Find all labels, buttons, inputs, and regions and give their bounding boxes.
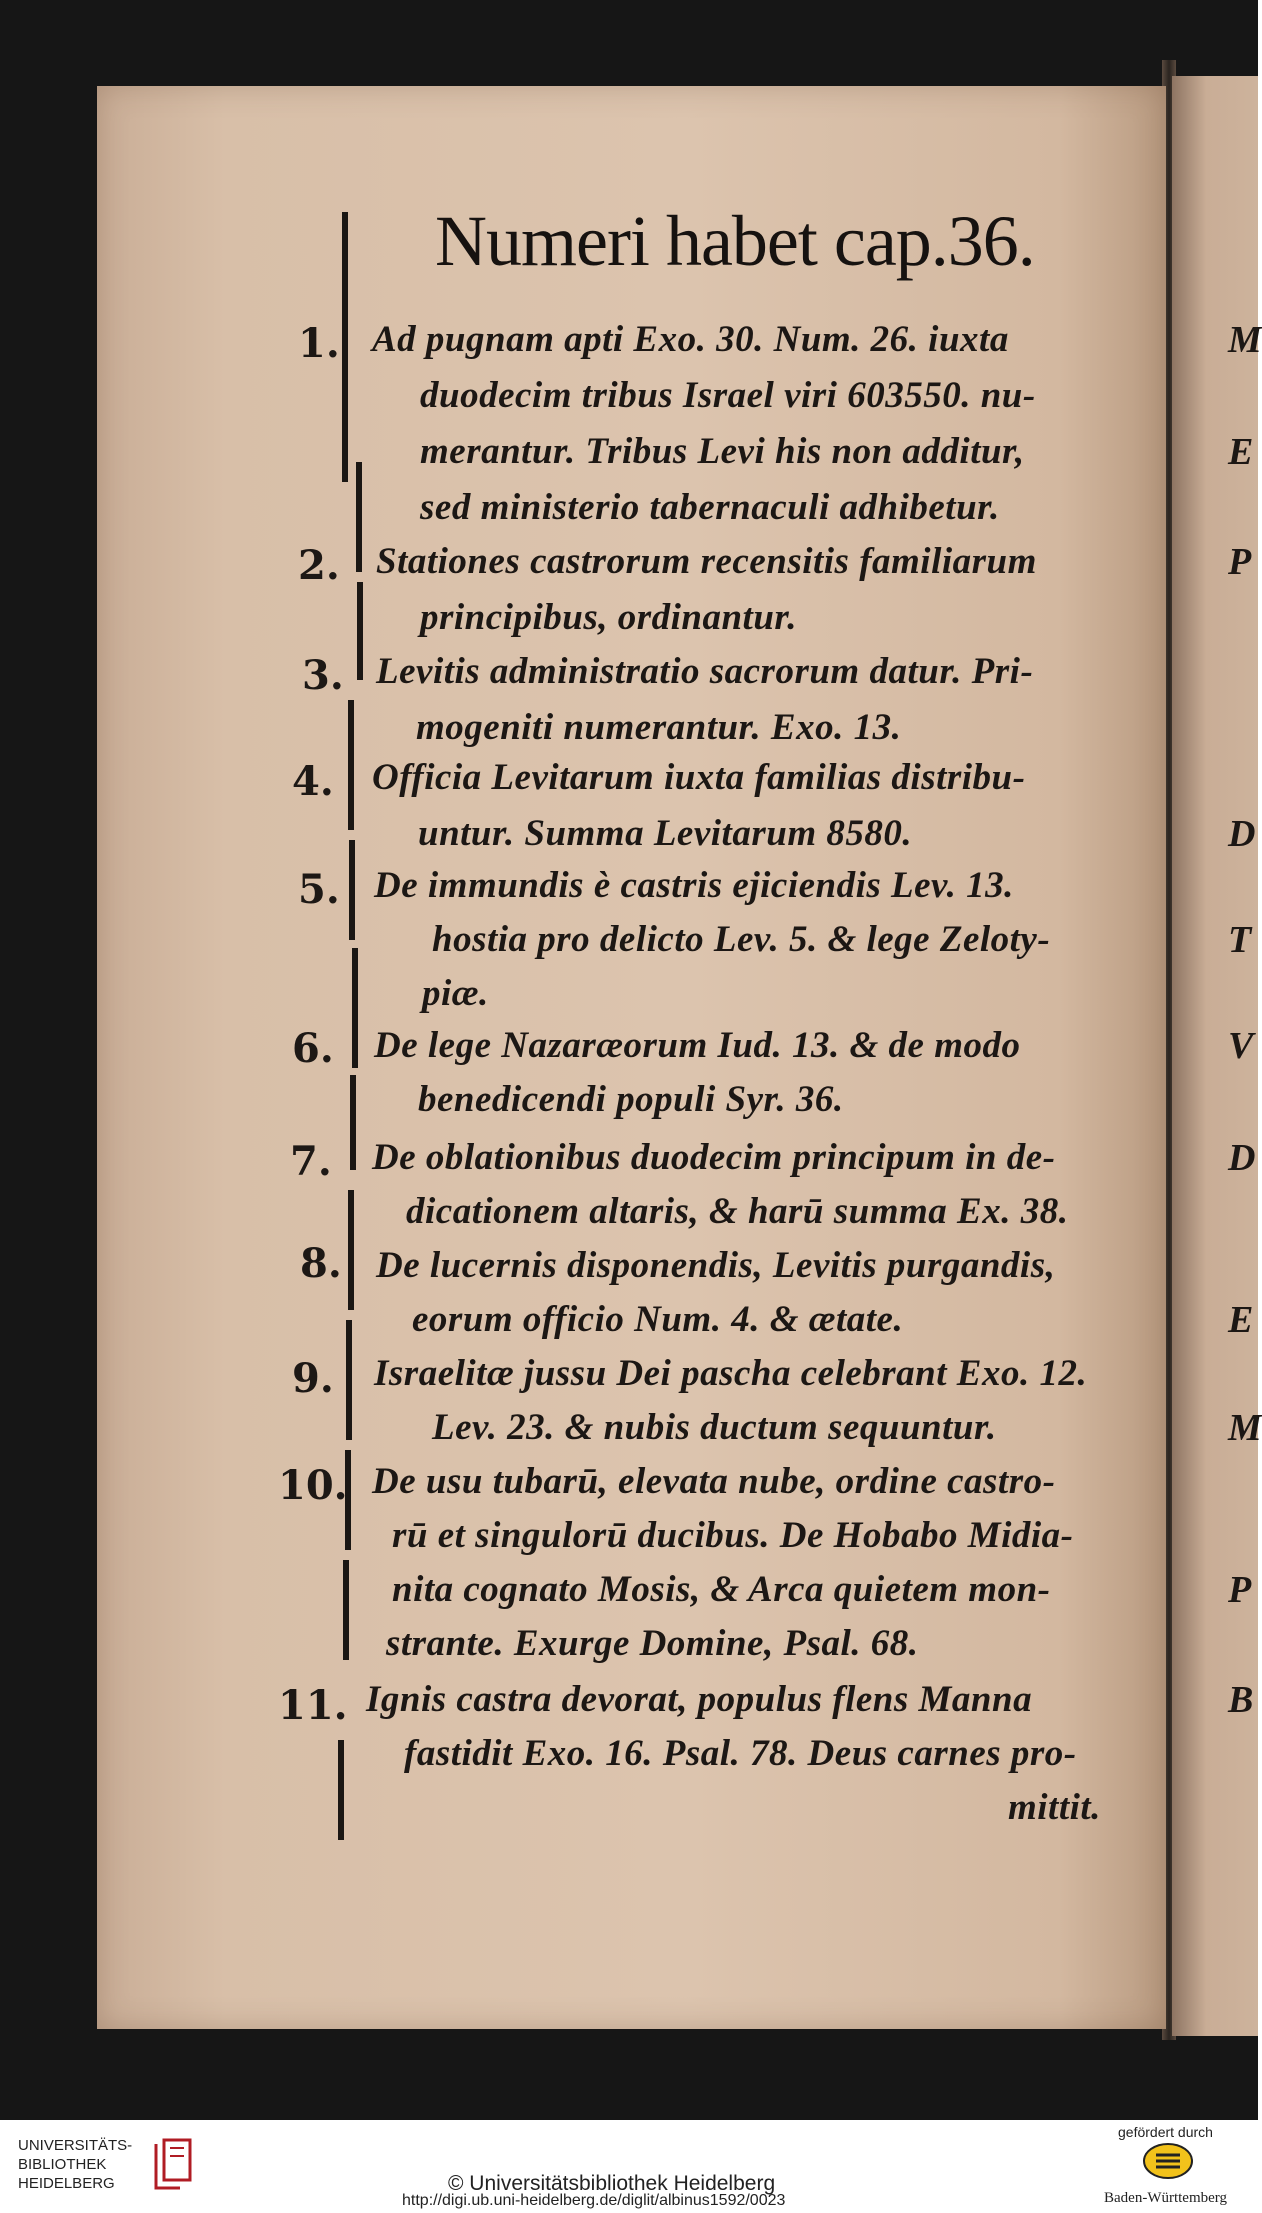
entry-line: rū et singulorū ducibus. De Hobabo Midia-: [392, 1515, 1074, 1556]
state-crest-icon: [1142, 2142, 1194, 2180]
copyright-notice: © Universitätsbibliothek Heidelberg: [448, 2172, 776, 2195]
margin-rule: [356, 462, 362, 572]
library-logo-icon: [150, 2136, 200, 2194]
entry-line: Officia Levitarum iuxta familias distribu-: [372, 757, 1026, 798]
margin-rule: [348, 1190, 354, 1310]
margin-rule: [348, 700, 354, 830]
entry-number: 7.: [290, 1138, 332, 1185]
facing-page-letter: P: [1228, 541, 1252, 583]
facing-page-letter: D: [1228, 813, 1256, 855]
margin-rule: [338, 1740, 344, 1840]
source-url[interactable]: http://digi.ub.uni-heidelberg.de/diglit/albinus1592/0023: [402, 2192, 786, 2209]
entry-line: mittit.: [1008, 1787, 1101, 1828]
entry-line: sed ministerio tabernaculi adhibetur.: [420, 487, 1000, 528]
entry-line: duodecim tribus Israel viri 603550. nu-: [420, 375, 1036, 416]
entry-line: dicationem altaris, & harū summa Ex. 38.: [406, 1191, 1069, 1232]
margin-rule: [342, 212, 348, 482]
entry-number: 10.: [278, 1462, 348, 1509]
facing-page-letter: T: [1228, 919, 1252, 961]
entry-line: De immundis è castris ejiciendis Lev. 13.: [374, 865, 1014, 906]
entry-number: 11.: [278, 1682, 348, 1729]
library-name-line: UNIVERSITÄTS-: [18, 2137, 133, 2154]
library-name-line: HEIDELBERG: [18, 2175, 115, 2192]
entry-line: eorum officio Num. 4. & ætate.: [412, 1299, 904, 1340]
entry-line: De usu tubarū, elevata nube, ordine castro-: [372, 1461, 1056, 1502]
entry-line: Levitis administratio sacrorum datur. Pri-: [376, 651, 1034, 692]
entry-number: 3.: [302, 652, 344, 699]
entry-line: strante. Exurge Domine, Psal. 68.: [386, 1623, 919, 1664]
facing-page-letter: E: [1228, 431, 1254, 473]
margin-rule: [357, 582, 363, 680]
entry-number: 1.: [298, 320, 340, 367]
entry-number: 4.: [292, 758, 334, 805]
entry-line: fastidit Exo. 16. Psal. 78. Deus carnes pro-: [404, 1733, 1077, 1774]
entry-line: mogeniti numerantur. Exo. 13.: [416, 707, 902, 748]
entry-line: merantur. Tribus Levi his non additur,: [420, 431, 1025, 472]
entry-number: 9.: [292, 1355, 334, 1402]
entry-line: Stationes castrorum recensitis familiarum: [376, 541, 1037, 582]
entry-line: principibus, ordinantur.: [420, 597, 798, 638]
facing-page-letter: M: [1228, 319, 1262, 361]
entry-number: 6.: [292, 1025, 334, 1072]
margin-rule: [343, 1560, 349, 1660]
facing-page-letter: D: [1228, 1137, 1256, 1179]
entry-line: nita cognato Mosis, & Arca quietem mon-: [392, 1569, 1051, 1610]
entry-line: Ignis castra devorat, populus flens Manna: [366, 1679, 1033, 1720]
margin-rule: [350, 1075, 356, 1170]
library-name: [18, 2136, 132, 2193]
entry-line: untur. Summa Levitarum 8580.: [418, 813, 913, 854]
margin-rule: [349, 840, 355, 940]
entry-line: De oblationibus duodecim principum in de-: [372, 1137, 1056, 1178]
facing-page-letter: V: [1228, 1025, 1254, 1067]
facing-page-letter: M: [1228, 1407, 1262, 1449]
funded-by-label: gefördert durch: [1118, 2124, 1213, 2140]
entry-line: De lucernis disponendis, Levitis purgandis,: [376, 1245, 1056, 1286]
margin-rule: [352, 948, 358, 1068]
entry-number: 8.: [300, 1240, 342, 1287]
funder-name: Baden-Württemberg: [1104, 2190, 1228, 2206]
entry-number: 5.: [298, 866, 340, 913]
facing-page-letter: E: [1228, 1299, 1254, 1341]
library-name-line: BIBLIOTHEK: [18, 2156, 107, 2173]
facing-page-letter: B: [1228, 1679, 1254, 1721]
entry-line: benedicendi populi Syr. 36.: [418, 1079, 844, 1120]
entry-number: 2.: [298, 542, 340, 589]
entry-line: Israelitæ jussu Dei pascha celebrant Exo. 12.: [374, 1353, 1088, 1394]
entry-line: Ad pugnam apti Exo. 30. Num. 26. iuxta: [372, 319, 1009, 360]
entry-line: Lev. 23. & nubis ductum sequuntur.: [432, 1407, 997, 1448]
entry-line: piæ.: [422, 973, 489, 1014]
entry-line: hostia pro delicto Lev. 5. & lege Zeloty-: [432, 919, 1051, 960]
entry-line: De lege Nazaræorum Iud. 13. & de modo: [374, 1025, 1021, 1066]
facing-page-letter: P: [1228, 1569, 1252, 1611]
margin-rule: [346, 1320, 352, 1440]
page-title: Numeri habet cap.36.: [435, 201, 1035, 281]
